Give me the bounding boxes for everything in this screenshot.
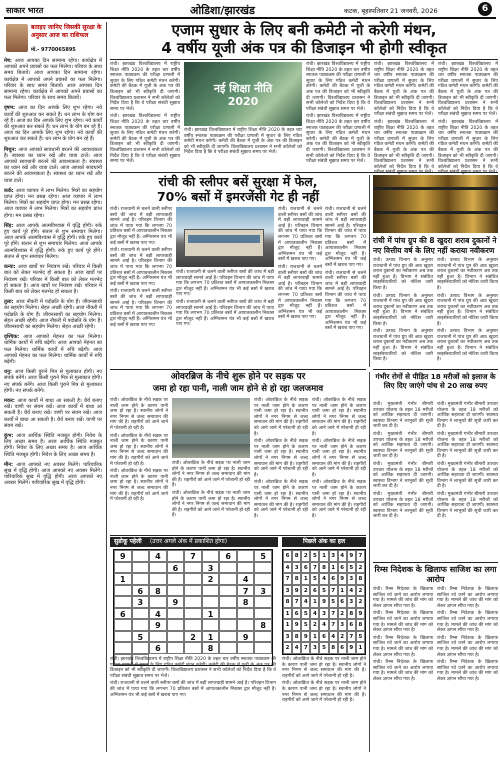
grid-cell: 4: [329, 631, 338, 643]
story4-body-col2: रांची। मुख्यमंत्री गंभीर बीमारी उपचार योजना के तहत 18 मरीजों को आर्थिक सहायता दी जाएगी। स्वास्थ्य विभाग ने लाभुकों की सूची जारी कर दी है। रांची। मुख्यमंत्री गंभीर बीमारी उपचार योजना के तहत 18 मरीजों को आर्थिक सहायता दी जाएगी। स्वास्थ्य विभाग ने लाभुकों की सूची जारी कर दी है। रांची। मुख्यमंत्री गंभीर बीमारी उपचार योजना के तहत 18 मरीजों को आर्थिक सहायता दी जाएगी। स्वास्थ्य विभाग ने लाभुकों की सूची जारी कर दी है। रांची। मुख्यमंत्री गंभीर बीमारी उपचार योजना के तहत 18 मरीजों को आर्थिक सहायता दी जाएगी। स्वास्थ्य विभाग ने लाभुकों की सूची जारी कर दी है।: [437, 402, 498, 520]
lead-headline-2: 4 वर्षीय यूजी अंक पत्र की डिजाइन भी होगी स्वीकृत: [161, 39, 447, 57]
grid-cell: 5: [310, 550, 319, 562]
rashifal-text: आज व्यापार में लाभ मिलेगा। मित्रों का सहयोग प्राप्त होगा। मन प्रसन्न रहेगा। आज व्यापार में लाभ मिलेगा। मित्रों का सहयोग प्राप्त होगा। मन प्रसन्न रहेगा। आज व्यापार में लाभ मिलेगा। मित्रों का सहयोग प्राप्त होगा। मन प्रसन्न रहेगा।: [4, 187, 102, 219]
grid-cell: 4: [347, 585, 356, 597]
answer-header: [282, 537, 366, 547]
grid-cell: 8: [237, 596, 255, 608]
story2-photo: [176, 207, 274, 267]
grid-cell: [167, 608, 185, 620]
answer-title: पिछले अंक का हल: [302, 538, 346, 545]
masthead: [4, 3, 496, 19]
story3-headline-2: नए वित्तीय वर्ष के लिए नहीं कराया नवीकरण: [373, 246, 495, 255]
grid-cell: [184, 642, 202, 654]
grid-cell: 3: [283, 585, 292, 597]
grid-cell: 9: [301, 631, 310, 643]
grid-cell: 5: [356, 631, 365, 643]
grid-cell: 6: [132, 585, 150, 597]
grid-cell: 5: [310, 573, 319, 585]
rashifal-text: आज आपके आत्मविश्वास में वृद्धि होगी। रुके हुए कार्य पूरे होंगे। संतान से शुभ समाचार मिलेगा। आज आपके आत्मविश्वास में वृद्धि होगी। रुके हुए कार्य पूरे होंगे। संतान से शुभ समाचार मिलेगा। आज आपके आत्मविश्वास में वृद्धि होगी। रुके हुए कार्य पूरे होंगे। संतान से शुभ समाचार मिलेगा।: [4, 222, 103, 260]
answer-grid: [282, 549, 366, 655]
story2-body-col3: रांची। राजधानी से चलने वाली स्लीपर बसों की जांच में बड़ी लापरवाही सामने आई है। परिवहन विभाग की जांच में पाया गया कि लगभग 70 प्रतिशत बसों में आपातकालीन निकास द्वार मौजूद नहीं हैं। अग्निशमन यंत्र भी कई बसों में खराब पाए गए। रांची। राजधानी से चलने वाली स्लीपर बसों की जांच में बड़ी लापरवाही सामने आई है। परिवहन विभाग की जांच में पाया गया कि लगभग 70 प्रतिशत बसों में आपातकालीन निकास द्वार मौजूद नहीं हैं। अग्निशमन यंत्र भी कई बसों में खराब पाए गए।: [278, 207, 322, 321]
grid-cell: 9: [114, 550, 132, 562]
rashifal-sign: मीन:: [4, 461, 17, 468]
grid-cell: 1: [356, 642, 365, 654]
rashifal-text: आज नौकरी में पदोन्नति के योग हैं। जीवनसाथी का सहयोग मिलेगा। सेहत अच्छी रहेगी। आज नौकरी में पदोन्नति के योग हैं। जीवनसाथी का सहयोग मिलेगा। सेहत अच्छी रहेगी। आज नौकरी में पदोन्नति के योग हैं। जीवनसाथी का सहयोग मिलेगा। सेहत अच्छी रहेगी।: [4, 299, 102, 330]
grid-cell: 6: [219, 550, 237, 562]
grid-cell: [149, 596, 167, 608]
rashifal-entry: [4, 105, 102, 142]
grid-cell: [202, 619, 220, 631]
grid-cell: 1: [202, 631, 220, 643]
grid-cell: 3: [202, 562, 220, 574]
grid-cell: 9: [167, 596, 185, 608]
grid-cell: 8: [356, 573, 365, 585]
story5-body-col2: रांची। ओवरब्रिज के नीचे सड़क पर नाली जाम होने के कारण पानी जमा हो रहा है। स्थानीय लोगों ने नगर निगम से जल्द समाधान की मांग की है। राहगीरों को आने जाने में परेशानी हो रही है। रांची। ओवरब्रिज के नीचे सड़क पर नाली जाम होने के कारण पानी जमा हो रहा है। स्थानीय लोगों ने नगर निगम से जल्द समाधान की मांग की है। राहगीरों को आने जाने में परेशानी हो रही है।: [172, 461, 250, 519]
story5-photo: [172, 398, 250, 458]
column-box-title: बताइए जानिए जिसकी सुरक्षा के अनुसार आज का राशिफल: [31, 24, 102, 39]
grid-cell: 1: [329, 562, 338, 574]
grid-cell: 6: [329, 573, 338, 585]
grid-cell: [184, 585, 202, 597]
lead-body-col1: रांची। झारखंड विश्वविद्यालय में राष्ट्रीय शिक्षा नीति 2020 के तहत चार वर्षीय स्नातक पाठ्यक्रम की परीक्षा प्रणाली में सुधार के लिए गठित कमेटी मंथन करेगी। कमेटी की बैठक में यूजी के अंक पत्र की डिजाइन को भी स्वीकृति दी जाएगी। विश्वविद्यालय प्रशासन ने सभी कॉलेजों को निर्देश दिया है कि वे परीक्षा संबंधी सुझाव समय पर भेजें। रांची। झारखंड विश्वविद्यालय में राष्ट्रीय शिक्षा नीति 2020 के तहत चार वर्षीय स्नातक पाठ्यक्रम की परीक्षा प्रणाली में सुधार के लिए गठित कमेटी मंथन करेगी। कमेटी की बैठक में यूजी के अंक पत्र की डिजाइन को भी स्वीकृति दी जाएगी। विश्वविद्यालय प्रशासन ने सभी कॉलेजों को निर्देश दिया है कि वे परीक्षा संबंधी सुझाव समय पर भेजें।: [110, 62, 180, 165]
grid-cell: [219, 573, 237, 585]
rashifal-sign: तुला:: [4, 299, 16, 306]
grid-cell: 5: [347, 562, 356, 574]
rashifal-entry: [4, 58, 102, 101]
rashifal-sign: मेष:: [4, 58, 15, 64]
story5-body-col4: रांची। ओवरब्रिज के नीचे सड़क पर नाली जाम होने के कारण पानी जमा हो रहा है। स्थानीय लोगों ने नगर निगम से जल्द समाधान की मांग की है। राहगीरों को आने जाने में परेशानी हो रही है। रांची। ओवरब्रिज के नीचे सड़क पर नाली जाम होने के कारण पानी जमा हो रहा है। स्थानीय लोगों ने नगर निगम से जल्द समाधान की मांग की है। राहगीरों को आने जाने में परेशानी हो रही है। रांची। ओवरब्रिज के नीचे सड़क पर नाली जाम होने के कारण पानी जमा हो रहा है। स्थानीय लोगों ने नगर निगम से जल्द समाधान की मांग की है। राहगीरों को आने जाने में परेशानी हो रही है।: [312, 398, 366, 519]
grid-cell: 6: [301, 562, 310, 574]
story6-headline: रिम्स निदेशक के खिलाफ साजिश का लगा आरोप: [374, 565, 497, 584]
grid-cell: 3: [283, 631, 292, 643]
grid-cell: 4: [149, 550, 167, 562]
story2-body-col2: रांची। राजधानी से चलने वाली स्लीपर बसों की जांच में बड़ी लापरवाही सामने आई है। परिवहन विभाग की जांच में पाया गया कि लगभग 70 प्रतिशत बसों में आपातकालीन निकास द्वार मौजूद नहीं हैं। अग्निशमन यंत्र भी कई बसों में खराब पाए गए। रांची। राजधानी से चलने वाली स्लीपर बसों की जांच में बड़ी लापरवाही सामने आई है। परिवहन विभाग की जांच में पाया गया कि लगभग 70 प्रतिशत बसों में आपातकालीन निकास द्वार मौजूद नहीं हैं। अग्निशमन यंत्र भी कई बसों में खराब पाए गए।: [176, 270, 274, 328]
grid-cell: 5: [329, 596, 338, 608]
grid-cell: [167, 573, 185, 585]
grid-cell: 2: [310, 619, 319, 631]
story3-body-col2: रांची। उत्पाद विभाग के अनुसार राजधानी में पांच ग्रुप की आठ खुदरा शराब दुकानों का नवीकरण अब तक नहीं हुआ है। विभाग ने संबंधित लाइसेंसधारियों को नोटिस जारी किया है। रांची। उत्पाद विभाग के अनुसार राजधानी में पांच ग्रुप की आठ खुदरा शराब दुकानों का नवीकरण अब तक नहीं हुआ है। विभाग ने संबंधित लाइसेंसधारियों को नोटिस जारी किया है। रांची। उत्पाद विभाग के अनुसार राजधानी में पांच ग्रुप की आठ खुदरा शराब दुकानों का नवीकरण अब तक नहीं हुआ है। विभाग ने संबंधित लाइसेंसधारियों को नोटिस जारी किया है।: [437, 258, 498, 363]
grid-cell: 4: [310, 608, 319, 620]
grid-cell: 6: [310, 585, 319, 597]
grid-cell: [132, 562, 150, 574]
grid-cell: 1: [310, 596, 319, 608]
grid-cell: [219, 619, 237, 631]
lead-body-col2: रांची। झारखंड विश्वविद्यालय में राष्ट्रीय शिक्षा नीति 2020 के तहत चार वर्षीय स्नातक पाठ्यक्रम की परीक्षा प्रणाली में सुधार के लिए गठित कमेटी मंथन करेगी। कमेटी की बैठक में यूजी के अंक पत्र की डिजाइन को भी स्वीकृति दी जाएगी। विश्वविद्यालय प्रशासन ने सभी कॉलेजों को निर्देश दिया है कि वे परीक्षा संबंधी सुझाव समय पर भेजें।: [184, 128, 302, 156]
rashifal-text: आज आपका दिन सामान्य रहेगा। कार्यक्षेत्र में आपको अपने प्रयासों का फल मिलेगा। परिवार के साथ समय बितायें। आज आपका दिन सामान्य रहेगा। कार्यक्षेत्र में आपको अपने प्रयासों का फल मिलेगा। परिवार के साथ समय बितायें। आज आपका दिन सामान्य रहेगा। कार्यक्षेत्र में आपको अपने प्रयासों का फल मिलेगा। परिवार के साथ समय बितायें।: [4, 58, 103, 102]
story5-body-col1: रांची। ओवरब्रिज के नीचे सड़क पर नाली जाम होने के कारण पानी जमा हो रहा है। स्थानीय लोगों ने नगर निगम से जल्द समाधान की मांग की है। राहगीरों को आने जाने में परेशानी हो रही है। रांची। ओवरब्रिज के नीचे सड़क पर नाली जाम होने के कारण पानी जमा हो रहा है। स्थानीय लोगों ने नगर निगम से जल्द समाधान की मांग की है। राहगीरों को आने जाने में परेशानी हो रही है। रांची। ओवरब्रिज के नीचे सड़क पर नाली जाम होने के कारण पानी जमा हो रहा है। स्थानीय लोगों ने नगर निगम से जल्द समाधान की मांग की है। राहगीरों को आने जाने में परेशानी हो रही है।: [110, 398, 168, 503]
grid-cell: 5: [319, 642, 328, 654]
grid-cell: 2: [356, 596, 365, 608]
grid-cell: 3: [347, 573, 356, 585]
grid-cell: 6: [114, 608, 132, 620]
rashifal-entry: [4, 188, 102, 219]
rashifal-entry: [4, 264, 102, 295]
grid-cell: [149, 631, 167, 643]
rashifal-text: आज आपको नए अवसर मिलेंगे। पारिवारिक सुख में वृद्धि होगी। आज आपको नए अवसर मिलेंगे। पारिवारिक सुख में वृद्धि होगी। आज आपको नए अवसर मिलेंगे। पारिवारिक सुख में वृद्धि होगी।: [4, 461, 102, 487]
lead-body-col5: रांची। झारखंड विश्वविद्यालय में राष्ट्रीय शिक्षा नीति 2020 के तहत चार वर्षीय स्नातक पाठ्यक्रम की परीक्षा प्रणाली में सुधार के लिए गठित कमेटी मंथन करेगी। कमेटी की बैठक में यूजी के अंक पत्र की डिजाइन को भी स्वीकृति दी जाएगी। विश्वविद्यालय प्रशासन ने सभी कॉलेजों को निर्देश दिया है कि वे परीक्षा संबंधी सुझाव समय पर भेजें। रांची। झारखंड विश्वविद्यालय में राष्ट्रीय शिक्षा नीति 2020 के तहत चार वर्षीय स्नातक पाठ्यक्रम की परीक्षा प्रणाली में सुधार के लिए गठित कमेटी मंथन करेगी। कमेटी की बैठक में यूजी के अंक पत्र की डिजाइन को भी स्वीकृति दी जाएगी। विश्वविद्यालय प्रशासन ने सभी कॉलेजों को निर्देश दिया है कि वे परीक्षा संबंधी सुझाव समय पर भेजें।: [438, 62, 498, 176]
rashifal-sign: वृश्चिक:: [4, 334, 24, 341]
rashifal-sign: सिंह:: [4, 222, 16, 229]
rashifal-text: आज आपको सावधानी बरतने की आवश्यकता है। स्वास्थ्य का ध्यान रखें और यात्रा टालें। आज आपको सावधानी बरतने की आवश्यकता है। स्वास्थ्य का ध्यान रखें और यात्रा टालें। आज आपको सावधानी बरतने की आवश्यकता है। स्वास्थ्य का ध्यान रखें और यात्रा टालें।: [4, 146, 102, 184]
story5-headline-1: ओवरब्रिज के नीचे शुरू होने पर सड़क पर: [170, 372, 306, 382]
rashifal-entry: [4, 398, 102, 429]
grid-cell: 5: [301, 619, 310, 631]
grid-cell: 7: [184, 550, 202, 562]
grid-cell: 6: [338, 562, 347, 574]
grid-cell: 8: [356, 619, 365, 631]
grid-cell: 6: [347, 619, 356, 631]
lead-body-col4: रांची। झारखंड विश्वविद्यालय में राष्ट्रीय शिक्षा नीति 2020 के तहत चार वर्षीय स्नातक पाठ्यक्रम की परीक्षा प्रणाली में सुधार के लिए गठित कमेटी मंथन करेगी। कमेटी की बैठक में यूजी के अंक पत्र की डिजाइन को भी स्वीकृति दी जाएगी। विश्वविद्यालय प्रशासन ने सभी कॉलेजों को निर्देश दिया है कि वे परीक्षा संबंधी सुझाव समय पर भेजें। रांची। झारखंड विश्वविद्यालय में राष्ट्रीय शिक्षा नीति 2020 के तहत चार वर्षीय स्नातक पाठ्यक्रम की परीक्षा प्रणाली में सुधार के लिए गठित कमेटी मंथन करेगी। कमेटी की बैठक में यूजी के अंक पत्र की डिजाइन को भी स्वीकृति दी जाएगी। विश्वविद्यालय प्रशासन ने सभी कॉलेजों को निर्देश दिया है कि वे परीक्षा संबंधी सुझाव समय पर भेजें।: [374, 62, 434, 176]
grid-cell: 1: [114, 573, 132, 585]
grid-cell: 6: [338, 596, 347, 608]
grid-cell: 9: [292, 619, 301, 631]
story2-headline-2: 70% बसों में इमरजेंसी गेट ही नहीं: [156, 189, 320, 204]
grid-cell: 2: [301, 585, 310, 597]
rashifal-entry: [4, 462, 102, 487]
grid-cell: 6: [338, 642, 347, 654]
grid-cell: [184, 619, 202, 631]
grid-cell: [114, 585, 132, 597]
grid-cell: 7: [301, 642, 310, 654]
grid-cell: 8: [149, 585, 167, 597]
grid-cell: 2: [184, 631, 202, 643]
grid-cell: [202, 596, 220, 608]
section-title: ओडिशा/झारखंड: [190, 4, 255, 17]
grid-cell: 8: [319, 562, 328, 574]
grid-cell: 2: [338, 631, 347, 643]
grid-cell: 6: [149, 642, 167, 654]
rashifal-sign: कन्या:: [4, 264, 18, 271]
story6-body-col2: रांची। रिम्स निदेशक के खिलाफ साजिश रचे जाने का आरोप लगाया गया है। मामले की जांच की मांग को लेकर ज्ञापन सौंपा गया है। रांची। रिम्स निदेशक के खिलाफ साजिश रचे जाने का आरोप लगाया गया है। मामले की जांच की मांग को लेकर ज्ञापन सौंपा गया है। रांची। रिम्स निदेशक के खिलाफ साजिश रचे जाने का आरोप लगाया गया है। मामले की जांच की मांग को लेकर ज्ञापन सौंपा गया है। रांची। रिम्स निदेशक के खिलाफ साजिश रचे जाने का आरोप लगाया गया है। मामले की जांच की मांग को लेकर ज्ञापन सौंपा गया है।: [437, 587, 498, 682]
grid-cell: 8: [292, 573, 301, 585]
grid-cell: [149, 573, 167, 585]
story3-photo: [373, 175, 498, 233]
grid-cell: [132, 619, 150, 631]
rashifal-sign: कुंभ:: [4, 432, 17, 439]
grid-cell: 8: [347, 608, 356, 620]
grid-cell: 9: [319, 596, 328, 608]
story6-body-col1: रांची। रिम्स निदेशक के खिलाफ साजिश रचे जाने का आरोप लगाया गया है। मामले की जांच की मांग को लेकर ज्ञापन सौंपा गया है। रांची। रिम्स निदेशक के खिलाफ साजिश रचे जाने का आरोप लगाया गया है। मामले की जांच की मांग को लेकर ज्ञापन सौंपा गया है। रांची। रिम्स निदेशक के खिलाफ साजिश रचे जाने का आरोप लगाया गया है। मामले की जांच की मांग को लेकर ज्ञापन सौंपा गया है। रांची। रिम्स निदेशक के खिलाफ साजिश रचे जाने का आरोप लगाया गया है। मामले की जांच की मांग को लेकर ज्ञापन सौंपा गया है।: [373, 587, 433, 682]
story3-body-col1: रांची। उत्पाद विभाग के अनुसार राजधानी में पांच ग्रुप की आठ खुदरा शराब दुकानों का नवीकरण अब तक नहीं हुआ है। विभाग ने संबंधित लाइसेंसधारियों को नोटिस जारी किया है। रांची। उत्पाद विभाग के अनुसार राजधानी में पांच ग्रुप की आठ खुदरा शराब दुकानों का नवीकरण अब तक नहीं हुआ है। विभाग ने संबंधित लाइसेंसधारियों को नोटिस जारी किया है। रांची। उत्पाद विभाग के अनुसार राजधानी में पांच ग्रुप की आठ खुदरा शराब दुकानों का नवीकरण अब तक नहीं हुआ है। विभाग ने संबंधित लाइसेंसधारियों को नोटिस जारी किया है।: [373, 258, 433, 363]
grid-cell: 8: [254, 619, 272, 631]
rashifal-entry: [4, 299, 102, 330]
grid-cell: 9: [338, 573, 347, 585]
grid-cell: 8: [283, 596, 292, 608]
grid-cell: 2: [338, 608, 347, 620]
grid-cell: [114, 619, 132, 631]
grid-cell: 4: [319, 619, 328, 631]
story3-headline-1: रांची में पांच ग्रुप की 8 खुदरा शराब दुकानों ने: [373, 236, 497, 245]
lead-photo-caption: नई शिक्षा नीति 2020: [213, 82, 273, 108]
grid-cell: [167, 585, 185, 597]
story2-body-col1: रांची। राजधानी से चलने वाली स्लीपर बसों की जांच में बड़ी लापरवाही सामने आई है। परिवहन विभाग की जांच में पाया गया कि लगभग 70 प्रतिशत बसों में आपातकालीन निकास द्वार मौजूद नहीं हैं। अग्निशमन यंत्र भी कई बसों में खराब पाए गए। रांची। राजधानी से चलने वाली स्लीपर बसों की जांच में बड़ी लापरवाही सामने आई है। परिवहन विभाग की जांच में पाया गया कि लगभग 70 प्रतिशत बसों में आपातकालीन निकास द्वार मौजूद नहीं हैं। अग्निशमन यंत्र भी कई बसों में खराब पाए गए। रांची। राजधानी से चलने वाली स्लीपर बसों की जांच में बड़ी लापरवाही सामने आई है। परिवहन विभाग की जांच में पाया गया कि लगभग 70 प्रतिशत बसों में आपातकालीन निकास द्वार मौजूद नहीं हैं। अग्निशमन यंत्र भी कई बसों में खराब पाए गए।: [110, 207, 172, 328]
grid-cell: 7: [329, 608, 338, 620]
grid-cell: [254, 596, 272, 608]
grid-cell: [219, 631, 237, 643]
grid-cell: [254, 608, 272, 620]
story4-headline: गंभीर रोगों से पीड़ित 18 मरीजों को इलाज के लिए दिए जाएंगे पांच से 20 लाख रुपए: [375, 372, 496, 390]
astrologer-avatar: [6, 24, 28, 52]
grid-cell: 8: [202, 642, 220, 654]
grid-cell: 1: [319, 550, 328, 562]
grid-cell: [167, 631, 185, 643]
rashifal-text: आज आपको मेहनत का फल मिलेगा। धार्मिक कार्यों में रुचि बढ़ेगी। आज आपको मेहनत का फल मिलेगा। धार्मिक कार्यों में रुचि बढ़ेगी। आज आपको मेहनत का फल मिलेगा। धार्मिक कार्यों में रुचि बढ़ेगी।: [4, 334, 102, 365]
grid-cell: [237, 619, 255, 631]
grid-cell: 4: [283, 562, 292, 574]
dateline: कटक, बृहस्पतिवार 21 जनवरी, 2026: [344, 7, 438, 15]
rashifal-sign: कर्क:: [4, 187, 16, 194]
grid-cell: 5: [319, 585, 328, 597]
rashifal-sign: मिथुन:: [4, 146, 19, 153]
rashifal-entry: [4, 334, 102, 365]
grid-cell: 4: [319, 573, 328, 585]
rashifal-text: आज खर्चों पर नियंत्रण रखें। परिवार में किसी बात को लेकर मतभेद हो सकता है। आज खर्चों पर नियंत्रण रखें। परिवार में किसी बात को लेकर मतभेद हो सकता है। आज खर्चों पर नियंत्रण रखें। परिवार में किसी बात को लेकर मतभेद हो सकता है।: [4, 264, 102, 295]
rashifal-entry: [4, 147, 102, 184]
grid-cell: 7: [329, 619, 338, 631]
grid-cell: 6: [167, 562, 185, 574]
grid-cell: 9: [356, 608, 365, 620]
grid-cell: 8: [292, 631, 301, 643]
rashifal-entry: [4, 369, 102, 394]
grid-cell: [132, 608, 150, 620]
sudoku-grid: [113, 549, 273, 666]
grid-cell: [254, 573, 272, 585]
bottom-strip-text: रांची। झारखंड विश्वविद्यालय में राष्ट्रीय शिक्षा नीति 2020 के तहत चार वर्षीय स्नातक पाठ्यक्रम की परीक्षा प्रणाली में सुधार के लिए गठित कमेटी मंथन करेगी। कमेटी की बैठक में यूजी के अंक पत्र की डिजाइन को भी स्वीकृति दी जाएगी। विश्वविद्यालय प्रशासन ने सभी कॉलेजों को निर्देश दिया है कि वे परीक्षा संबंधी सुझाव समय पर भेजें। रांची। राजधानी से चलने वाली स्लीपर बसों की जांच में बड़ी लापरवाही सामने आई है। परिवहन विभाग की जांच में पाया गया कि लगभग 70 प्रतिशत बसों में आपातकालीन निकास द्वार मौजूद नहीं हैं। अग्निशमन यंत्र भी कई बसों में खराब पाए गए।: [110, 657, 276, 698]
page-number: 6: [478, 2, 492, 16]
grid-cell: [254, 562, 272, 574]
grid-cell: 3: [254, 585, 272, 597]
sudoku-subtitle: (उत्तर अगले अंक में प्रकाशित होगा): [149, 538, 228, 545]
grid-cell: 6: [292, 608, 301, 620]
grid-cell: [114, 642, 132, 654]
grid-cell: [132, 550, 150, 562]
grid-cell: 7: [347, 631, 356, 643]
grid-cell: 7: [329, 585, 338, 597]
grid-cell: 6: [319, 631, 328, 643]
rashifal-sign: धनु:: [4, 369, 15, 376]
rashifal-text: आज आर्थिक स्थिति मजबूत होगी। निवेश के लिए अच्छा समय है। आज आर्थिक स्थिति मजबूत होगी। निवेश के लिए अच्छा समय है। आज आर्थिक स्थिति मजबूत होगी। निवेश के लिए अच्छा समय है।: [4, 432, 102, 458]
rashifal-box: [4, 22, 104, 752]
lead-photo: [184, 62, 302, 126]
grid-cell: [184, 562, 202, 574]
grid-cell: [219, 642, 237, 654]
grid-cell: [167, 642, 185, 654]
grid-cell: [219, 562, 237, 574]
rashifal-text: आज का दिन आपके लिए शुभ रहेगा। नये कार्यों की शुरुआत कर सकते हैं। धन लाभ के योग बन रहे हैं। आज का दिन आपके लिए शुभ रहेगा। नये कार्यों की शुरुआत कर सकते हैं। धन लाभ के योग बन रहे हैं। आज का दिन आपके लिए शुभ रहेगा। नये कार्यों की शुरुआत कर सकते हैं। धन लाभ के योग बन रहे हैं।: [4, 105, 102, 143]
grid-cell: 3: [292, 562, 301, 574]
story5-headline-2: जमा हो रहा पानी, नाली जाम होने से हो रहा जलजमाव: [152, 384, 324, 394]
rashifal-sign: मकर:: [4, 397, 18, 404]
story5-body-col3: रांची। ओवरब्रिज के नीचे सड़क पर नाली जाम होने के कारण पानी जमा हो रहा है। स्थानीय लोगों ने नगर निगम से जल्द समाधान की मांग की है। राहगीरों को आने जाने में परेशानी हो रही है। रांची। ओवरब्रिज के नीचे सड़क पर नाली जाम होने के कारण पानी जमा हो रहा है। स्थानीय लोगों ने नगर निगम से जल्द समाधान की मांग की है। राहगीरों को आने जाने में परेशानी हो रही है। रांची। ओवरब्रिज के नीचे सड़क पर नाली जाम होने के कारण पानी जमा हो रहा है। स्थानीय लोगों ने नगर निगम से जल्द समाधान की मांग की है। राहगीरों को आने जाने में परेशानी हो रही है।: [254, 398, 308, 519]
grid-cell: 3: [347, 596, 356, 608]
grid-cell: 1: [338, 585, 347, 597]
grid-cell: [219, 608, 237, 620]
rashifal-entry: [4, 433, 102, 458]
grid-cell: [219, 596, 237, 608]
grid-cell: [202, 585, 220, 597]
grid-cell: [167, 619, 185, 631]
grid-cell: [184, 596, 202, 608]
grid-cell: 2: [283, 642, 292, 654]
lead-headline-1: एजाम सुधार के लिए बनी कमेटी नो करेगी मंथन,: [171, 21, 437, 39]
sudoku-title: सुडोकू पहेली: [114, 538, 142, 545]
rashifal-text: आज कार्यों में बाधा आ सकती है। धैर्य बनाए रखें। वाणी पर संयम रखें। आज कार्यों में बाधा आ सकती है। धैर्य बनाए रखें। वाणी पर संयम रखें। आज कार्यों में बाधा आ सकती है। धैर्य बनाए रखें। वाणी पर संयम रखें।: [4, 397, 102, 429]
grid-cell: [184, 608, 202, 620]
grid-cell: [237, 562, 255, 574]
grid-cell: 3: [319, 608, 328, 620]
grid-cell: 1: [283, 608, 292, 620]
story4-body-col1: रांची। मुख्यमंत्री गंभीर बीमारी उपचार योजना के तहत 18 मरीजों को आर्थिक सहायता दी जाएगी। स्वास्थ्य विभाग ने लाभुकों की सूची जारी कर दी है। रांची। मुख्यमंत्री गंभीर बीमारी उपचार योजना के तहत 18 मरीजों को आर्थिक सहायता दी जाएगी। स्वास्थ्य विभाग ने लाभुकों की सूची जारी कर दी है। रांची। मुख्यमंत्री गंभीर बीमारी उपचार योजना के तहत 18 मरीजों को आर्थिक सहायता दी जाएगी। स्वास्थ्य विभाग ने लाभुकों की सूची जारी कर दी है। रांची। मुख्यमंत्री गंभीर बीमारी उपचार योजना के तहत 18 मरीजों को आर्थिक सहायता दी जाएगी। स्वास्थ्य विभाग ने लाभुकों की सूची जारी कर दी है।: [373, 402, 433, 520]
grid-cell: [114, 631, 132, 643]
answer-side-text: रांची। ओवरब्रिज के नीचे सड़क पर नाली जाम होने के कारण पानी जमा हो रहा है। स्थानीय लोगों ने नगर निगम से जल्द समाधान की मांग की है। राहगीरों को आने जाने में परेशानी हो रही है। रांची। ओवरब्रिज के नीचे सड़क पर नाली जाम होने के कारण पानी जमा हो रहा है। स्थानीय लोगों ने नगर निगम से जल्द समाधान की मांग की है। राहगीरों को आने जाने में परेशानी हो रही है।: [282, 657, 366, 704]
lead-body-col3: रांची। झारखंड विश्वविद्यालय में राष्ट्रीय शिक्षा नीति 2020 के तहत चार वर्षीय स्नातक पाठ्यक्रम की परीक्षा प्रणाली में सुधार के लिए गठित कमेटी मंथन करेगी। कमेटी की बैठक में यूजी के अंक पत्र की डिजाइन को भी स्वीकृति दी जाएगी। विश्वविद्यालय प्रशासन ने सभी कॉलेजों को निर्देश दिया है कि वे परीक्षा संबंधी सुझाव समय पर भेजें। रांची। झारखंड विश्वविद्यालय में राष्ट्रीय शिक्षा नीति 2020 के तहत चार वर्षीय स्नातक पाठ्यक्रम की परीक्षा प्रणाली में सुधार के लिए गठित कमेटी मंथन करेगी। कमेटी की बैठक में यूजी के अंक पत्र की डिजाइन को भी स्वीकृति दी जाएगी। विश्वविद्यालय प्रशासन ने सभी कॉलेजों को निर्देश दिया है कि वे परीक्षा संबंधी सुझाव समय पर भेजें।: [306, 62, 370, 165]
grid-cell: 2: [356, 562, 365, 574]
grid-cell: 9: [237, 631, 255, 643]
grid-cell: 9: [149, 619, 167, 631]
grid-cell: [237, 642, 255, 654]
grid-cell: 1: [283, 619, 292, 631]
grid-cell: [254, 631, 272, 643]
grid-cell: 1: [301, 573, 310, 585]
column-box-subtitle: मो.- 9770065895: [31, 47, 76, 53]
paper-name: साकार भारत: [6, 6, 44, 15]
grid-cell: 7: [237, 585, 255, 597]
grid-cell: 5: [254, 550, 272, 562]
grid-cell: 4: [292, 642, 301, 654]
rashifal-list: [4, 58, 102, 748]
grid-cell: 7: [310, 562, 319, 574]
grid-cell: 9: [347, 550, 356, 562]
grid-cell: [254, 642, 272, 654]
grid-cell: 2: [202, 573, 220, 585]
grid-cell: 4: [149, 608, 167, 620]
rashifal-text: आज किसी पुराने मित्र से मुलाकात होगी। नए संपर्क बनेंगे। आज किसी पुराने मित्र से मुलाकात होगी। नए संपर्क बनेंगे। आज किसी पुराने मित्र से मुलाकात होगी। नए संपर्क बनेंगे।: [4, 369, 102, 394]
grid-cell: 1: [310, 631, 319, 643]
grid-cell: 9: [347, 642, 356, 654]
grid-cell: 4: [301, 596, 310, 608]
grid-cell: 3: [329, 550, 338, 562]
grid-cell: 7: [283, 573, 292, 585]
sudoku-header: [110, 537, 278, 547]
grid-cell: [114, 562, 132, 574]
grid-cell: [167, 550, 185, 562]
grid-cell: 2: [301, 550, 310, 562]
grid-cell: 3: [338, 619, 347, 631]
grid-cell: [219, 585, 237, 597]
grid-cell: 7: [292, 596, 301, 608]
grid-cell: [114, 596, 132, 608]
grid-cell: 3: [310, 642, 319, 654]
grid-cell: [202, 550, 220, 562]
grid-cell: 9: [292, 585, 301, 597]
rashifal-entry: [4, 223, 102, 260]
grid-cell: [184, 573, 202, 585]
grid-cell: 2: [356, 585, 365, 597]
grid-cell: 5: [132, 631, 150, 643]
story2-headline-1: रांची की स्लीपर बसें सुरक्षा में फेल,: [158, 174, 318, 189]
grid-cell: 8: [292, 550, 301, 562]
grid-cell: 5: [301, 608, 310, 620]
grid-cell: [132, 573, 150, 585]
grid-cell: 1: [202, 608, 220, 620]
grid-cell: [237, 550, 255, 562]
grid-cell: 4: [237, 573, 255, 585]
grid-cell: [149, 562, 167, 574]
grid-cell: 4: [338, 550, 347, 562]
grid-cell: [132, 642, 150, 654]
grid-cell: 8: [329, 642, 338, 654]
grid-cell: 6: [283, 550, 292, 562]
rashifal-sign: वृषभ:: [4, 105, 19, 112]
grid-cell: 3: [132, 596, 150, 608]
story2-body-col4: रांची। राजधानी से चलने वाली स्लीपर बसों की जांच में बड़ी लापरवाही सामने आई है। परिवहन विभाग की जांच में पाया गया कि लगभग 70 प्रतिशत बसों में आपातकालीन निकास द्वार मौजूद नहीं हैं। अग्निशमन यंत्र भी कई बसों में खराब पाए गए। रांची। राजधानी से चलने वाली स्लीपर बसों की जांच में बड़ी लापरवाही सामने आई है। परिवहन विभाग की जांच में पाया गया कि लगभग 70 प्रतिशत बसों में आपातकालीन निकास द्वार मौजूद नहीं हैं। अग्निशमन यंत्र भी कई बसों में खराब पाए गए।: [325, 207, 366, 332]
grid-cell: 7: [356, 550, 365, 562]
grid-cell: [237, 608, 255, 620]
